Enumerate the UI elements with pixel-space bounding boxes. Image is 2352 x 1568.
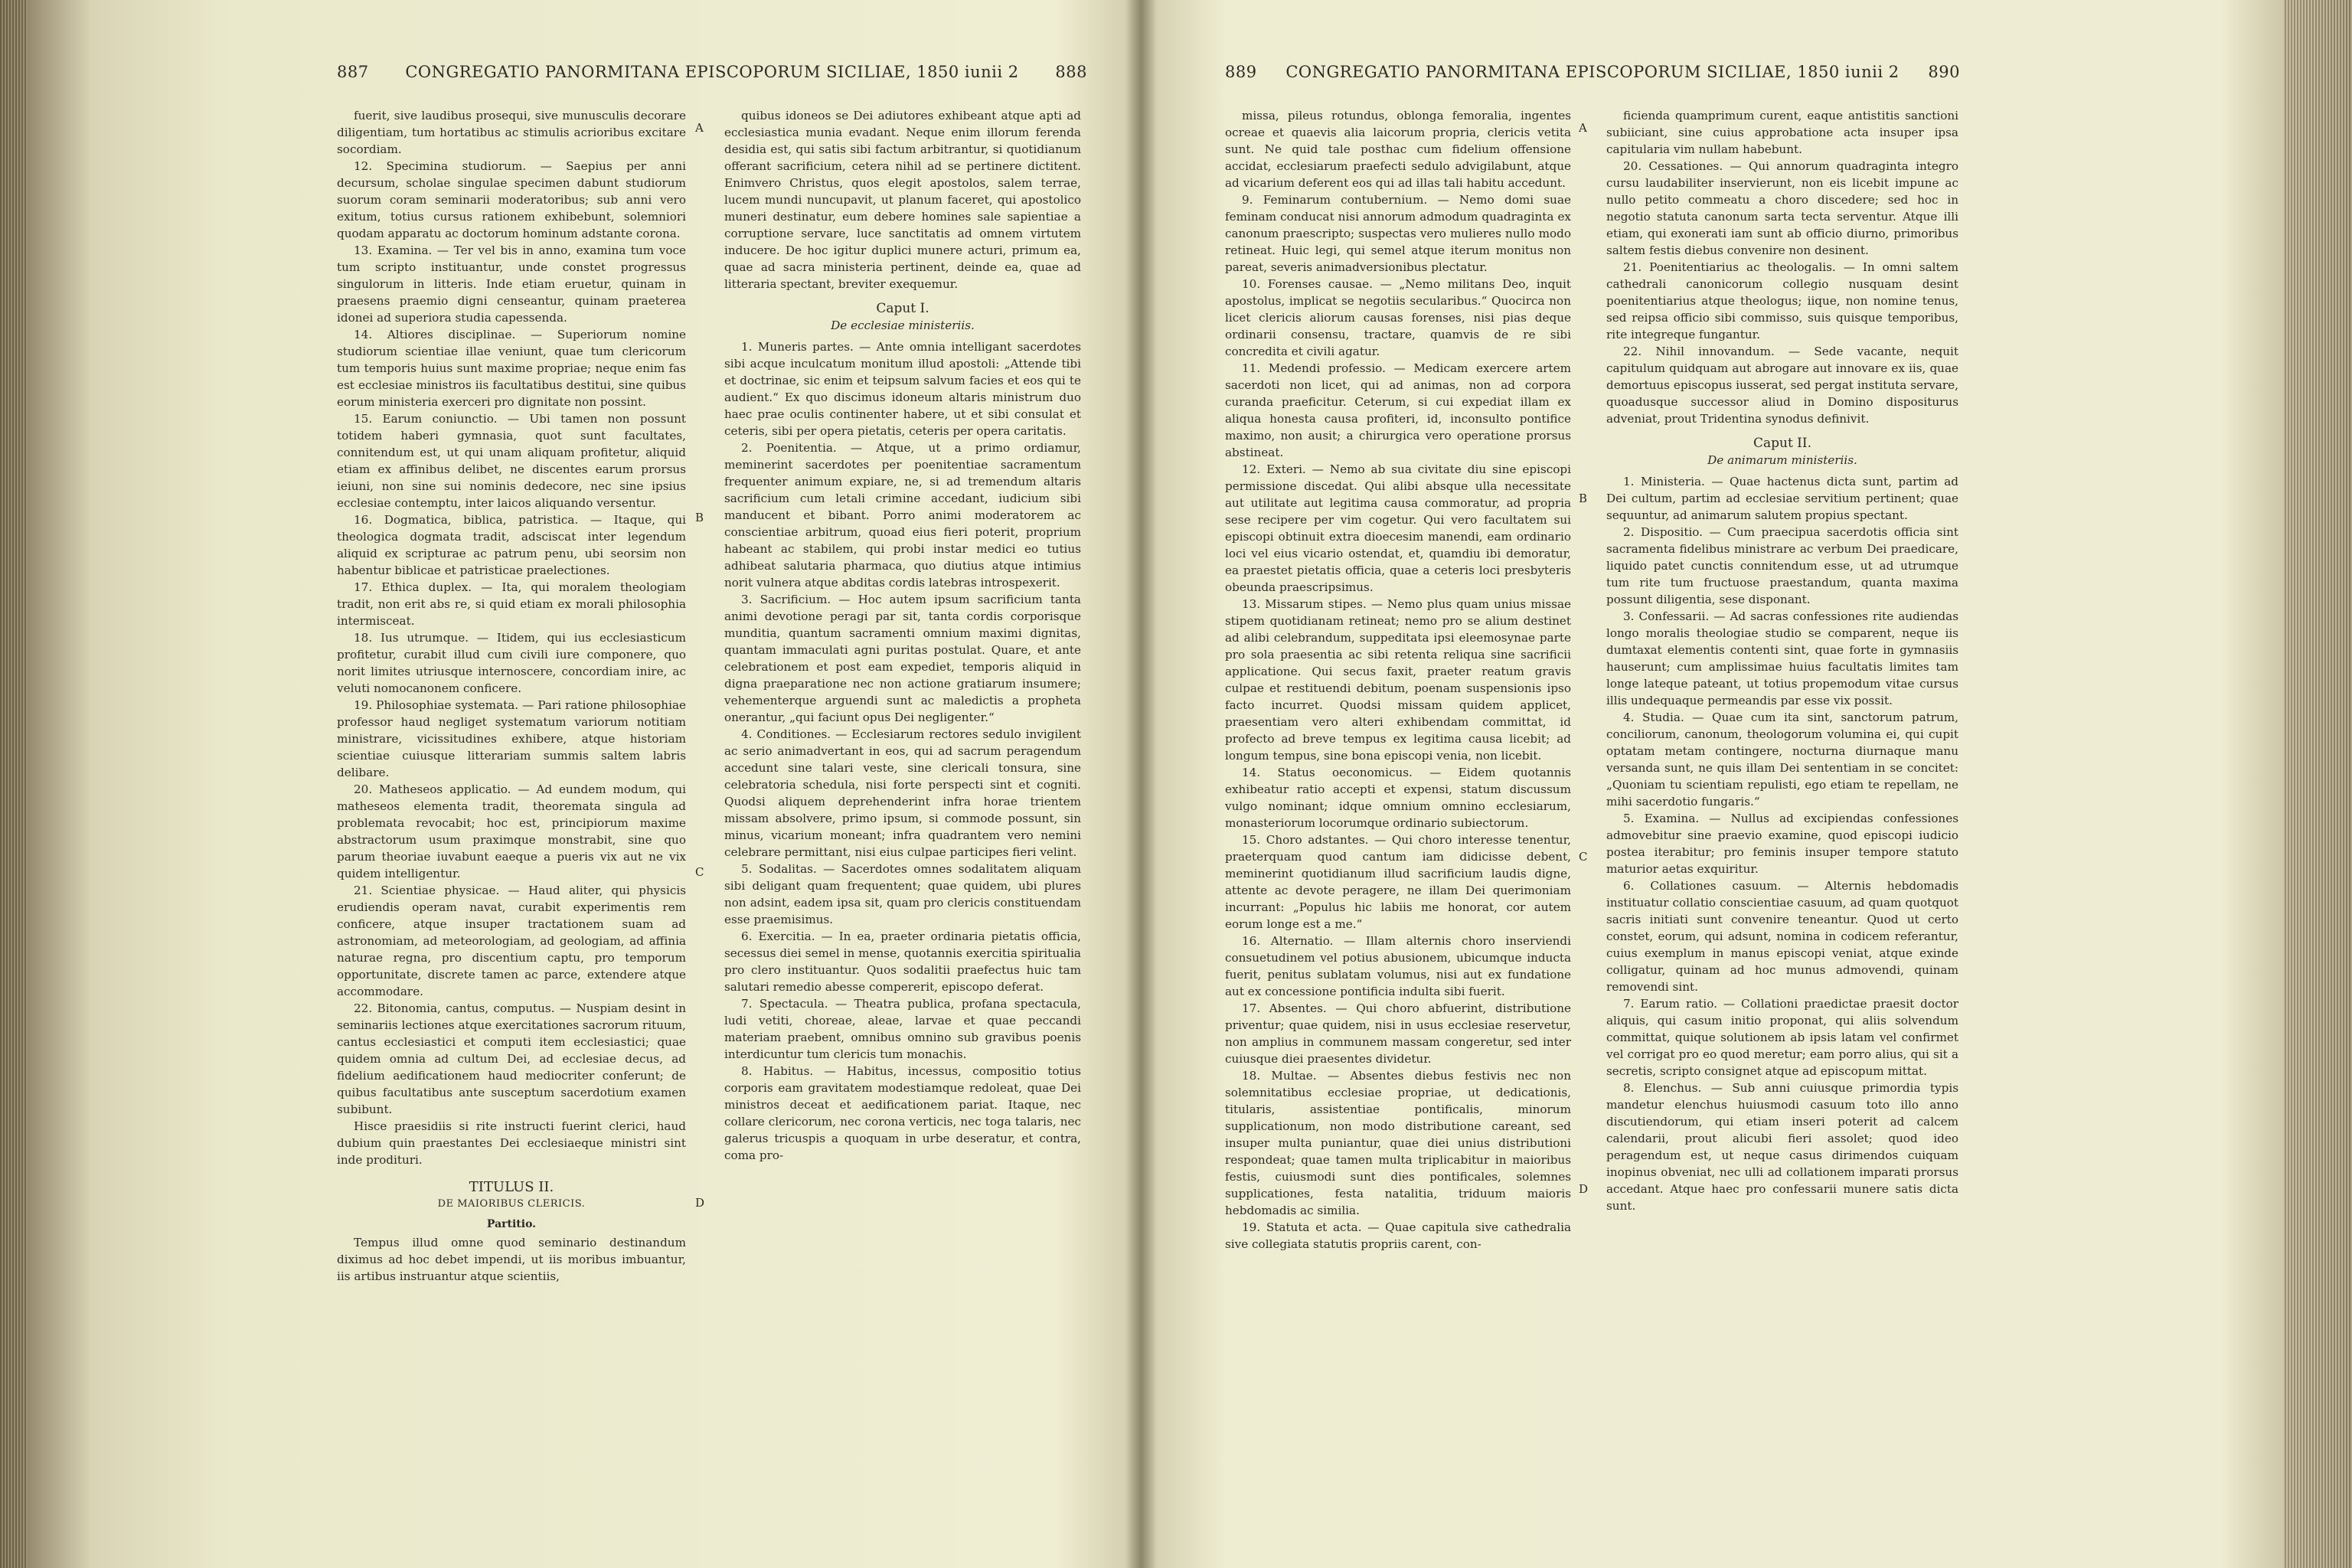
paragraph: 14. Altiores disciplinae. — Superiorum nomine studiorum scientiae illae veniunt, quae tum clericorum tum temporis huius sunt maxime propriae; neque enim fas est ecclesiae ministros iis facultatibus destitui, sine quibus eorum ministeria exerceri pro dignitate non possint.	[337, 328, 686, 409]
paragraph: quibus idoneos se Dei adiutores exhibeant atque apti ad ecclesiastica munia evadant. Neque enim illorum ferenda desidia est, qui satis sibi factum arbitrantur, si quotidianum offerant sacrificium, cetera nihil ad se pertinere dictitent. Enimvero Christus, quos elegit apostolos, salem terrae, lucem mundi nuncupavit, ut planum faceret, qui apostolico muneri destinatur, eum debere homines sale sapientiae a corruptione servare, luce sanctitatis ad omnem virtutem inducere. De hoc igitur duplici munere acturi, primum ea, quae ad sacra ministeria pertinent, deinde ea, quae ad litteraria spectant, breviter exequemur.	[724, 109, 1081, 291]
paragraph: 5. Examina. — Nullus ad excipiendas confessiones admovebitur sine praevio examine, quod episcopi iudicio postea iterabitur; pro feminis insuper tempore statuto maturior aetas exquiritur.	[1606, 812, 1958, 876]
paragraph: 11. Medendi professio. — Medicam exercere artem sacerdoti non licet, qui ad animas, non ad corpora curanda praeficitur. Ceterum, si cui expediat illam ex aliqua honesta causa profiteri, id, inconsulto pontifice maximo, non ausit; a chirurgica vero operatione prorsus abstineat.	[1225, 361, 1571, 459]
left-page-column-1	[337, 107, 686, 1285]
paragraph: 15. Choro adstantes. — Qui choro interesse tenentur, praeterquam quod cantum iam didicisse debent, meminerint quotidianum illud sacrificium laudis digne, attente ac devote peragere, ne illam Dei querimoniam incurrant: „Populus hic labiis me honorat, cor autem eorum longe est a me.“	[1225, 833, 1571, 931]
section-heading: Partitio.	[486, 1218, 537, 1230]
page-number-888: 888	[1055, 63, 1087, 81]
paragraph: ficienda quamprimum curent, eaque antistitis sanctioni subiiciant, sine cuius approbatione acta insuper ipsa capitularia vim nullam habebunt.	[1606, 109, 1958, 156]
paragraph: 15. Earum coniunctio. — Ubi tamen non possunt totidem haberi gymnasia, quot sunt facultates, connitendum est, ut qui unam aliquam profitetur, aliquid etiam ex affinibus delibet, ne discentes earum prorsus ieiuni, non sine sui nominis dedecore, nec sine ipsius ecclesiae contemptu, inter laicos aliquando versentur.	[337, 412, 686, 510]
paragraph: 18. Ius utrumque. — Itidem, qui ius ecclesiasticum profitetur, curabit illud cum civili iure componere, quo norit limites utriusque internoscere, concordiam inire, ac veluti nomocanonem conficere.	[337, 631, 686, 695]
left-page-header	[337, 63, 1087, 90]
paragraph: 13. Examina. — Ter vel bis in anno, examina tum voce tum scripto instituantur, unde constet progressus singulorum in litteris. Inde etiam eruetur, quinam in praesens praemio digni censeantur, quinam praeterea idonei ad superiora studia capessenda.	[337, 243, 686, 325]
left-page-edges	[0, 0, 28, 1568]
paragraph: 21. Scientiae physicae. — Haud aliter, qui physicis erudiendis operam navat, curabit experimentis rem conficere, atque insuper tractationem suam ad astronomiam, ad meteorologiam, ad geologiam, ad affinia naturae regna, pro discentium captu, pro temporum opportunitate, discrete tamen ac parce, extendere atque accommodare.	[337, 884, 686, 998]
paragraph: missa, pileus rotundus, oblonga femoralia, ingentes ocreae et quaevis alia laicorum propria, clericis vetita sunt. Ne quid tale posthac cum fidelium offensione accidat, ecclesiarum praefecti sedulo advigilabunt, atque ad vicarium deferent eos qui ad illas tali habitu accedunt.	[1225, 109, 1571, 190]
paragraph: fuerit, sive laudibus prosequi, sive munusculis decorare diligentiam, tum hortatibus ac stimulis acrioribus excitare socordiam.	[337, 109, 686, 156]
right-page-edges	[2283, 0, 2352, 1568]
page-number-887: 887	[337, 63, 369, 81]
paragraph: 19. Statuta et acta. — Quae capitula sive cathedralia sive collegiata statutis propriis carent, con-	[1225, 1220, 1571, 1251]
paragraph: 8. Habitus. — Habitus, incessus, compositio totius corporis eam gravitatem modestiamque redoleat, quae Dei ministros deceat et aedificationem pariat. Itaque, nec collare clericorum, nec corona verticis, nec toga talaris, nec galerus tricuspis a quoquam in urbe deseratur, et contra, coma pro-	[724, 1064, 1081, 1162]
paragraph: 17. Absentes. — Qui choro abfuerint, distributione priventur; quae quidem, nisi in usus ecclesiae reservetur, non amplius in communem massam congeretur, sed inter cuiusque diei praesentes dividetur.	[1225, 1001, 1571, 1066]
paragraph: 1. Ministeria. — Quae hactenus dicta sunt, partim ad Dei cultum, partim ad ecclesiae servitium pertinent; quae sequuntur, ad animarum salutem propius spectant.	[1606, 475, 1958, 522]
chapter-title: Caput II.	[1753, 436, 1812, 451]
paragraph: 1. Muneris partes. — Ante omnia intelligant sacerdotes sibi acque inculcatum monitum illud apostoli: „Attende tibi et doctrinae, sic enim et teipsum salvum facies et eos qui te audient.“ Ex quo discimus idoneum altaris ministrum duo haec prae oculis continenter habere, ut et sibi consulat et ceteris, sibi per opera pietatis, ceteris per opera caritatis.	[724, 340, 1081, 438]
paragraph: 4. Studia. — Quae cum ita sint, sanctorum patrum, conciliorum, canonum, theologorum volumina ei, qui cupit optatam metam contingere, nocturna diurnaque manu versanda sunt, ne quis illam Dei sententiam in se concitet: „Quoniam tu scientiam repulisti, ego etiam te repellam, ne mihi sacerdotio fungaris.“	[1606, 710, 1958, 808]
right-page	[1225, 63, 1960, 1251]
paragraph: 19. Philosophiae systemata. — Pari ratione philosophiae professor haud negliget systematum variorum notitiam ministrare, vicissitudines exhibere, atque historiam scientiae cuiusque litterariam summis saltem labris delibare.	[337, 698, 686, 779]
paragraph: 2. Dispositio. — Cum praecipua sacerdotis officia sint sacramenta fidelibus ministrare ac verbum Dei praedicare, liquido patet cunctis connitendum esse, ut ad utrumque tum rite tum fructuose praestandum, quanta maxima possunt diligentia, sese disponant.	[1606, 525, 1958, 606]
paragraph: 16. Alternatio. — Illam alternis choro inserviendi consuetudinem vel potius abusionem, ubicumque inducta fuerit, penitus sublatam volumus, nisi aut ex fundatione aut ex concessione pontificia indulta sibi fuerit.	[1225, 934, 1571, 998]
paragraph: 18. Multae. — Absentes diebus festivis nec non solemnitatibus ecclesiae propriae, ut dedicationis, titularis, assistentiae pontificalis, minorum suppliсationum, non modo distributione careant, sed insuper multa puniantur, quae diei unius distributioni respondeat; quae tamen multa triplicabitur in maioribus festis, cuiusmodi sunt dies pontificales, solemnes supplicationes, festa natalitia, triduum maioris hebdomadis ac similia.	[1225, 1069, 1571, 1217]
paragraph: 22. Nihil innovandum. — Sede vacante, nequit capitulum quidquam aut abrogare aut innovare ex iis, quae demortuus episcopus iusserat, sed pergat instituta servare, quoadusque successor aliud in Domino dispositurus adveniat, prout Tridentina synodus definivit.	[1606, 345, 1958, 426]
paragraph: 20. Matheseos applicatio. — Ad eundem modum, qui matheseos elementa tradit, theorematа singula ad problemata revocabit; hoc est, principiorum maxime abstractorum usum praximque monstrabit, sine quo parum theoriae iuvabunt eaeque a pueris vix aut ne vix quidem intelligentur.	[337, 782, 686, 880]
right-page-column-2	[1606, 107, 1958, 1214]
paragraph: 2. Poenitentia. — Atque, ut a primo ordiamur, meminerint sacerdotes per poenitentiae sacramentum frequenter animum expiare, ne, si ad tremendum altaris sacrificium cum letali crimine accedant, iudicium sibi manducent et bibant. Porro animi moderatorem ac conscientiae arbitrum, quoad eius fieri poterit, proprium habeant ac stabilem, qui probi instar medici eo tutius adhibeat salutaria pharmaca, quo diutius atque intimius norit vulnera atque abditas cordis latebras introspexerit.	[724, 441, 1081, 590]
margin-marker-a-right: A	[1579, 121, 1587, 135]
page-number-889: 889	[1225, 63, 1257, 81]
paragraph: 16. Dogmatica, biblica, patristica. — Itaque, qui theologica dogmata tradit, adsciscat inter legendum aliquid ex scripturae ac patrum penu, ubi seorsim non habentur biblicae et patristicae praelectiones.	[337, 513, 686, 577]
paragraph: 12. Specimina studiorum. — Saepius per anni decursum, scholae singulae specimen dabunt studiorum suorum coram seminarii moderatoribus; sub anni vero exitum, totius cursus rationem exhibebunt, solemniori quodam apparatu ac doctorum hominum adstante corona.	[337, 159, 686, 240]
paragraph: 7. Spectacula. — Theatra publica, profana spectacula, ludi vetiti, choreae, aleae, larvae et quae peccandi materiam praebent, omnibus omnino sub gravibus poenis interdicuntur tum clericis tum monachis.	[724, 997, 1081, 1061]
paragraph: 14. Status oeconomicus. — Eidem quotannis exhibeatur ratio accepti et expensi, statum discussum vulgo nominant; idque omnium omnino ecclesiarum, monasteriorum locorumque ordinario subiectorum.	[1225, 766, 1571, 830]
right-page-header	[1225, 63, 1960, 90]
paragraph: 8. Elenchus. — Sub anni cuiusque primordia typis mandetur elenchus huiusmodi casuum toto illo anno discutiendorum, qui etiam inseri poterit ad calcem calendarii, prout alicubi fieri assolet; quod ideo peragendum est, ut neque casus dirimendos cuiquam inopinus obveniat, nec ulli ad collationem imparati prorsus accedant. Atque haec pro confessarii munere satis dicta sunt.	[1606, 1081, 1958, 1213]
paragraph: 6. Exercitia. — In ea, praeter ordinaria pietatis officia, secessus diei semel in mense, quotannis exercitia spiritualia pro clero instituantur. Quos sodalitiі praefectus huic tam salutari remedio abesse compererit, episcopo deferat.	[724, 929, 1081, 994]
paragraph: 3. Confessarii. — Ad sacras confessiones rite audiendas longo moralis theologiae studio se comparent, neque iis dumtaxat elementis contenti sint, quae forte in gymnasiis hauserunt; cum amplissimae huius facultatis limites tam longe lateque pateant, ut totius propemodum vitae cursus illis undequaque permeandis par esse vix possit.	[1606, 609, 1958, 707]
chapter-subtitle: De ecclesiae ministeriis.	[831, 318, 975, 332]
margin-marker-b: B	[695, 511, 704, 524]
paragraph: 13. Missarum stipes. — Nemo plus quam unius missae stipem quotidianam retineat; nemo pro se alium destinet ad alibi celebrandum, suppeditata ipsi eleemosynae parte pro sola praesentia ac sibi retenta reliqua sine sacrificii applicatione. Qui secus faxit, praeter reatum gravis culpae et restituendi debitum, poenam suspensionis ipso facto incurret. Quodsi missam quidem applicet, praesentiam vero alteri exhibendam committat, id profecto ad breve tempus ex legitima causa licebit; ad longum tempus, sine bona episcopi venia, non licebit.	[1225, 597, 1571, 763]
section-title: TITULUS II.	[469, 1179, 554, 1195]
paragraph: 6. Collationes casuum. — Alternis hebdomadis instituatur collatio conscientiae casuum, ad quam quotquot sacris initiati sunt convenire teneantur. Quod ut certo constet, eorum, qui adsunt, nomina in codicem referantur, cuius exemplum in manus episcopi veniat, atque exinde colligatur, quinam ad hoc munus admovendi, quinam removendi sint.	[1606, 879, 1958, 994]
paragraph: 3. Sacrificium. — Hoc autem ipsum sacrificium tanta animi devotione peragi par sit, tanta cordis corporisque munditia, quantum sacramenti omnium maximi dignitas, quantam immaculati agni puritas postulat. Quare, et ante celebrationem et post eam expediet, temporis aliquid in digna praeparatione nec non actione gratiarum insumere; vehementerque arguendi sunt ac maledictis a propheta onerantur, „qui faciunt opus Dei negligenter.“	[724, 593, 1081, 724]
paragraph: 5. Sodalitas. — Sacerdotes omnes sodalitatem aliquam sibi deligant quam frequentent; quae quidem, ubi plures non adsint, eadem ipsa sit, quam pro clericis constituendam esse praemisimus.	[724, 862, 1081, 926]
running-title-right: CONGREGATIO PANORMITANA EPISCOPORUM SICILIAE, 1850 iunii 2	[1285, 63, 1900, 81]
paragraph: Tempus illud omne quod seminario destinandum diximus ad hoc debet impendi, ut iis moribus imbuantur, iis artibus instruantur atque scientiis,	[337, 1236, 686, 1283]
margin-marker-d-right: D	[1579, 1182, 1589, 1196]
paragraph: 22. Bitonomia, cantus, computus. — Nuspiam desint in seminariis lectiones atque exercitationes sacrorum rituum, cantus ecclesiastici et computi item ecclesiastici; quae quidem omnia ad cultum Dei, ad ecclesiae decus, ad fidelium aedificationem haud mediocriter conferunt; de quibus facultatibus ante susceptum sacerdotium examen subibunt.	[337, 1001, 686, 1116]
section-subtitle: DE MAIORIBUS CLERICIS.	[437, 1198, 586, 1210]
margin-marker-c-right: C	[1579, 850, 1588, 864]
paragraph: Hisce praesidiis si rite instructi fuerint clerici, haud dubium quin praestantes Dei ecclesiaeque ministri sint inde proditurі.	[337, 1119, 686, 1167]
left-page	[337, 63, 1087, 1283]
running-title-left: CONGREGATIO PANORMITANA EPISCOPORUM SICILIAE, 1850 iunii 2	[405, 63, 1019, 81]
right-page-column-1	[1225, 107, 1571, 1253]
margin-marker-d: D	[695, 1196, 705, 1210]
chapter-subtitle: De animarum ministeriis.	[1707, 453, 1857, 467]
margin-marker-c: C	[695, 865, 704, 879]
paragraph: 7. Earum ratio. — Collationi praedictae praesit doctor aliquis, qui casum initio proponat, qui aliis solvendum committat, quique solutionem ab ipsis latam vel confirmet vel corrigat pro eo quod meretur; eam porro alius, qui sit a secretis, scripto consignet atque ad episcopum mittat.	[1606, 997, 1958, 1078]
paragraph: 10. Forenses causae. — „Nemo militans Deo, inquit apostolus, implicat se negotiis secularibus.“ Quocirca non licet clericis aliorum causas forenses, nisi pias deque ordinarii consensu, tractare, quamvis de re sibi concredita et civili agatur.	[1225, 277, 1571, 358]
paragraph: 20. Cessationes. — Qui annorum quadraginta integro cursu laudabiliter inservierunt, non eis licebit impune ac nullo petito commeatu a choro discedere; sed hoc in negotio statuta canonum sarta tecta serventur. Atque illi etiam, qui exonerati iam sunt ab officio diurno, primoribus saltem festis diebus convenire non desinent.	[1606, 159, 1958, 257]
margin-marker-a: A	[695, 121, 704, 135]
chapter-title: Caput I.	[876, 301, 929, 316]
paragraph: 21. Poenitentiarius ac theologalis. — In omni saltem cathedrali canonicorum collegio nusquam desint poenitentiarius atque theologus; iique, non nomine tenus, sed reipsa officio sibi commisso, suis quisque temporibus, rite integreque fungantur.	[1606, 260, 1958, 341]
page-number-890: 890	[1928, 63, 1960, 81]
paragraph: 4. Conditiones. — Ecclesiarum rectores sedulo invigilent ac serio animadvertant in eos, qui ad sacrum peragendum accedunt sine talari veste, sine clericali tonsura, sine celebratoria schedula, nisi forte perspecti sint et cogniti. Quodsi aliquem deprehenderint infra horae trientem missam absolvere, primo ipsum, si commode possunt, sin minus, vicarium moneant; infra quadrantem vero nemini celebrare permittant, nisi eius culpae participes fieri velint.	[724, 727, 1081, 859]
left-page-column-2	[724, 107, 1081, 1164]
margin-marker-b-right: B	[1579, 492, 1588, 505]
paragraph: 9. Feminarum contubernium. — Nemo domi suae feminam conducat nisi annorum admodum quadraginta ex canonum praescripto; suspectas vero mulieres nullo modo retineat. Huic legi, qui semel atque iterum monitus non pareat, severis animadversionibus plectatur.	[1225, 193, 1571, 274]
book-gutter	[1125, 0, 1156, 1568]
paragraph: 17. Ethica duplex. — Ita, qui moralem theologiam tradit, non erit abs re, si quid etiam ex morali philosophia intermisceat.	[337, 580, 686, 628]
paragraph: 12. Exteri. — Nemo ab sua civitate diu sine episcopi permissione discedat. Qui alibi absque ulla necessitate aut utilitate aut legitima causa commoratur, ad propria sese recipere per vim cogetur. Qui vero facultatem sui episcopi obtinuit extra dioecesim manendi, eam ordinario loci vel eius vicario ostendat, et, quamdiu ibi demoratur, ea praestet pietatis officia, quae a ceteris loci presbyteris obeunda praescripsimus.	[1225, 462, 1571, 594]
